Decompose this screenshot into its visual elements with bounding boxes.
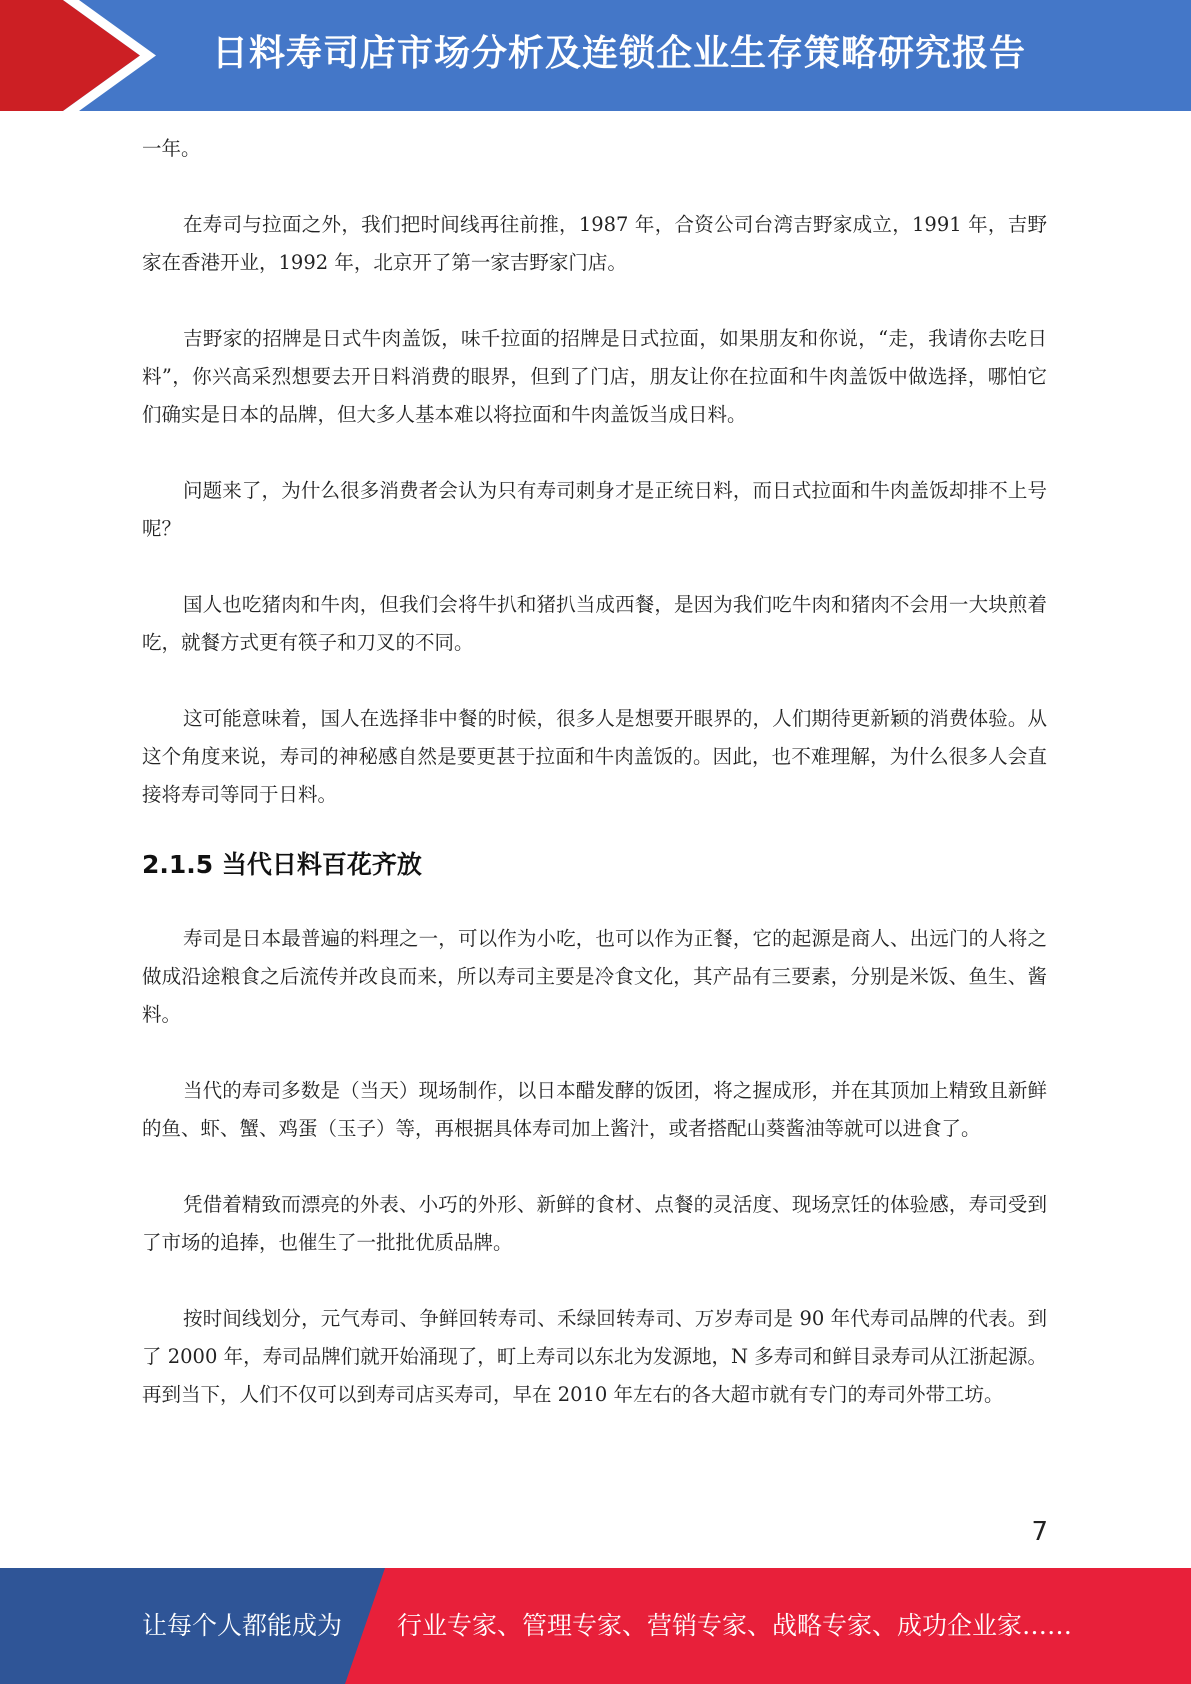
paragraph: 一年。 <box>142 137 201 160</box>
paragraph: 问题来了，为什么很多消费者会认为只有寿司刺身才是正统日料，而日式拉面和牛肉盖饭却排不上号呢？ <box>142 479 1047 540</box>
paragraph: 在寿司与拉面之外，我们把时间线再往前推，1987 年，合资公司台湾吉野家成立，1991 年，吉野家在香港开业，1992 年，北京开了第一家吉野家门店。 <box>142 213 1047 274</box>
paragraph: 国人也吃猪肉和牛肉，但我们会将牛扒和猪扒当成西餐，是因为我们吃牛肉和猪肉不会用一大块煎着吃，就餐方式更有筷子和刀叉的不同。 <box>142 593 1047 654</box>
paragraph: 这可能意味着，国人在选择非中餐的时候，很多人是想要开眼界的，人们期待更新颖的消费体验。从这个角度来说，寿司的神秘感自然是要更甚于拉面和牛肉盖饭的。因此，也不难理解，为什么很多人会直接将寿司等同于日料。 <box>142 707 1047 806</box>
header-arrow-icon <box>0 0 200 111</box>
report-title: 日料寿司店市场分析及连锁企业生存策略研究报告 <box>212 33 1027 74</box>
page-footer <box>0 1568 1191 1684</box>
page-header <box>0 0 1191 111</box>
paragraph: 凭借着精致而漂亮的外表、小巧的外形、新鲜的食材、点餐的灵活度、现场烹饪的体验感，寿司受到了市场的追捧，也催生了一批批优质品牌。 <box>142 1193 1047 1254</box>
footer-slogan-left: 让每个人都能成为 <box>142 1611 343 1640</box>
paragraph: 寿司是日本最普遍的料理之一，可以作为小吃，也可以作为正餐，它的起源是商人、出远门的人将之做成沿途粮食之后流传并改良而来，所以寿司主要是冷食文化，其产品有三要素，分别是米饭、鱼生、酱料。 <box>142 927 1047 1026</box>
section-heading: 2.1.5 当代日料百花齐放 <box>142 850 422 879</box>
header-arrow-red <box>0 0 140 111</box>
page-content <box>142 130 1047 1452</box>
paragraph: 按时间线划分，元气寿司、争鲜回转寿司、禾绿回转寿司、万岁寿司是 90 年代寿司品牌的代表。到了 2000 年，寿司品牌们就开始涌现了，町上寿司以东北为发源地，N 多寿司和鲜目录寿司从江浙起源。再到当下，人们不仅可以到寿司店买寿司，早在 2010 年左右的各大超市就有专门的寿司外带工坊。 <box>142 1307 1047 1406</box>
paragraph: 当代的寿司多数是（当天）现场制作，以日本醋发酵的饭团，将之握成形，并在其顶加上精致且新鲜的鱼、虾、蟹、鸡蛋（玉子）等，再根据具体寿司加上酱汁，或者搭配山葵酱油等就可以进食了。 <box>142 1079 1047 1140</box>
footer-slogan-right: 行业专家、管理专家、营销专家、战略专家、成功企业家…… <box>397 1611 1073 1640</box>
paragraph: 吉野家的招牌是日式牛肉盖饭，味千拉面的招牌是日式拉面，如果朋友和你说，“走，我请你去吃日料”，你兴高采烈想要去开日料消费的眼界，但到了门店，朋友让你在拉面和牛肉盖饭中做选择，哪怕它们确实是日本的品牌，但大多人基本难以将拉面和牛肉盖饭当成日料。 <box>142 327 1047 426</box>
page-number: 7 <box>1031 1517 1048 1547</box>
